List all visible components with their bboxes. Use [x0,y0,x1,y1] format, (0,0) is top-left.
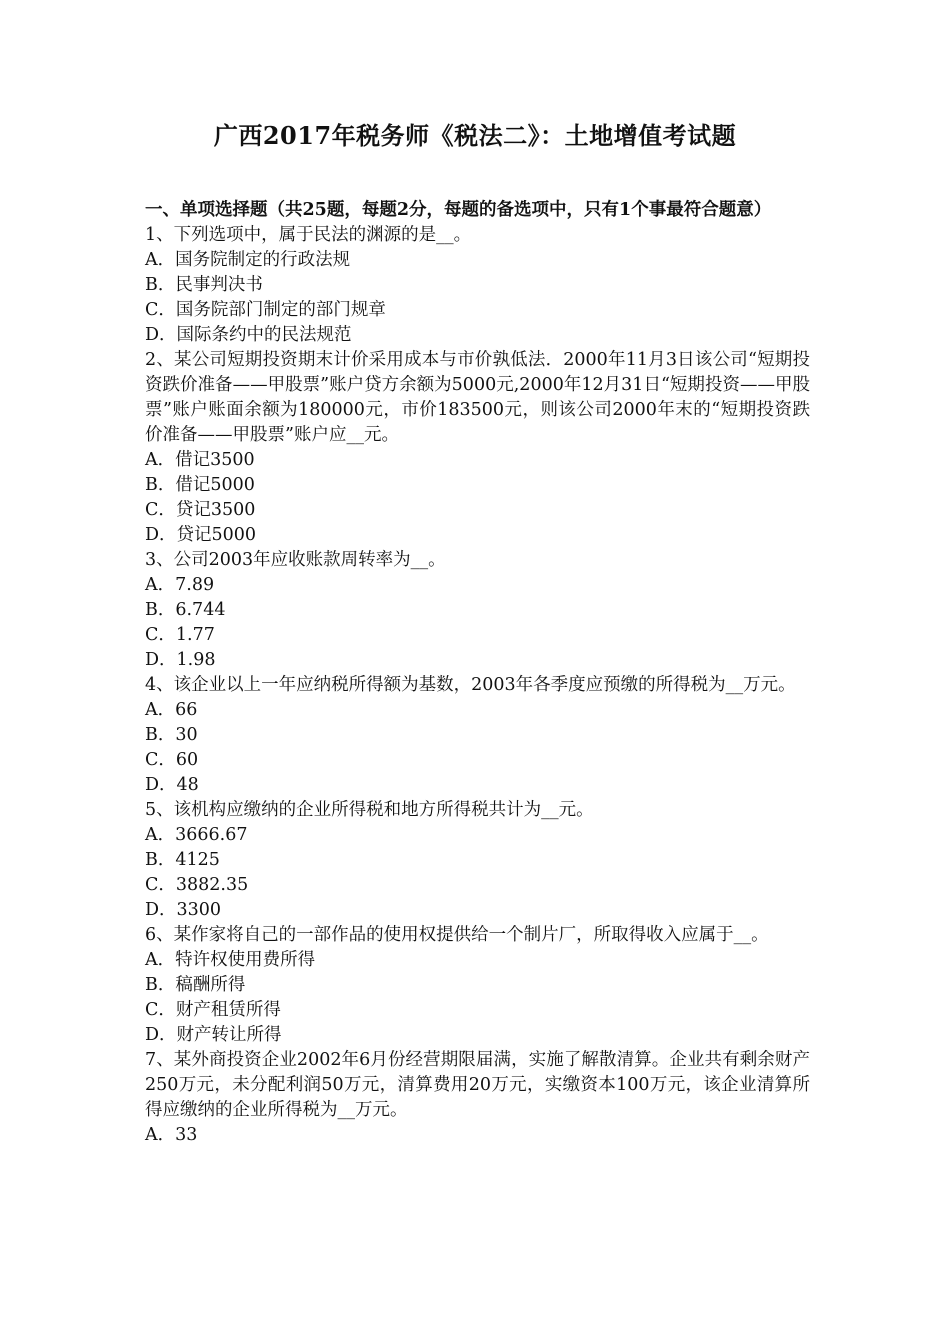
option-a: A．借记3500 [145,450,255,470]
option-c: C．国务院部门制定的部门规章 [145,300,386,320]
question-text: 1、下列选项中，属于民法的渊源的是__。 [145,225,472,245]
option-b: B．民事判决书 [145,275,263,295]
option-b: B．30 [145,725,198,745]
option-a: A．3666.67 [145,825,248,845]
question-block [145,348,810,548]
option-d: D．国际条约中的民法规范 [145,325,352,345]
option-d: D．贷记5000 [145,525,257,545]
question-text: 5、该机构应缴纳的企业所得税和地方所得税共计为__元。 [145,800,594,820]
option-b: B．稿酬所得 [145,975,246,995]
option-c: C．3882.35 [145,875,249,895]
question-text: 7、某外商投资企业2002年6月份经营期限届满，实施了解散清算。企业共有剩余财产250万元，未分配利润50万元，清算费用20万元，实缴资本100万元，该企业清算所得应缴纳的企业所得税为__万元。 [145,1050,810,1120]
question-text: 3、公司2003年应收账款周转率为__。 [145,550,446,570]
question-block [145,673,810,798]
option-d: D．48 [145,775,199,795]
option-d: D．财产转让所得 [145,1025,282,1045]
option-b: B．4125 [145,850,220,870]
section-heading: 一、单项选择题（共25题，每题2分，每题的备选项中，只有1个事最符合题意） [145,200,772,220]
option-b: B．6.744 [145,600,226,620]
question-text: 4、该企业以上一年应纳税所得额为基数，2003年各季度应预缴的所得税为__万元。 [145,675,796,695]
option-d: D．3300 [145,900,222,920]
question-text: 2、某公司短期投资期末计价采用成本与市价孰低法．2000年11月3日该公司“短期投资跌价准备——甲股票”账户贷方余额为5000元,2000年12月31日“短期投资——甲股票”账户账面余额为180000元，市价183500元，则该公司2000年末的“短期投资跌价准备——甲股票”账户应__元。 [145,350,810,445]
question-block [145,923,810,1048]
option-c: C．财产租赁所得 [145,1000,281,1020]
option-c: C．贷记3500 [145,500,256,520]
option-a: A．66 [145,700,198,720]
option-a: A．国务院制定的行政法规 [145,250,351,270]
option-c: C．60 [145,750,199,770]
document-title: 广西2017年税务师《税法二》：土地增值考试题 [213,121,737,150]
option-a: A．33 [145,1125,198,1145]
question-block [145,798,810,923]
question-block [145,548,810,673]
option-a: A．特许权使用费所得 [145,950,316,970]
document-body [145,198,810,1148]
question-block [145,1048,810,1148]
question-text: 6、某作家将自己的一部作品的使用权提供给一个制片厂，所取得收入应属于__。 [145,925,769,945]
option-a: A．7.89 [145,575,215,595]
option-d: D．1.98 [145,650,216,670]
question-block [145,223,810,348]
option-c: C．1.77 [145,625,215,645]
option-b: B．借记5000 [145,475,255,495]
